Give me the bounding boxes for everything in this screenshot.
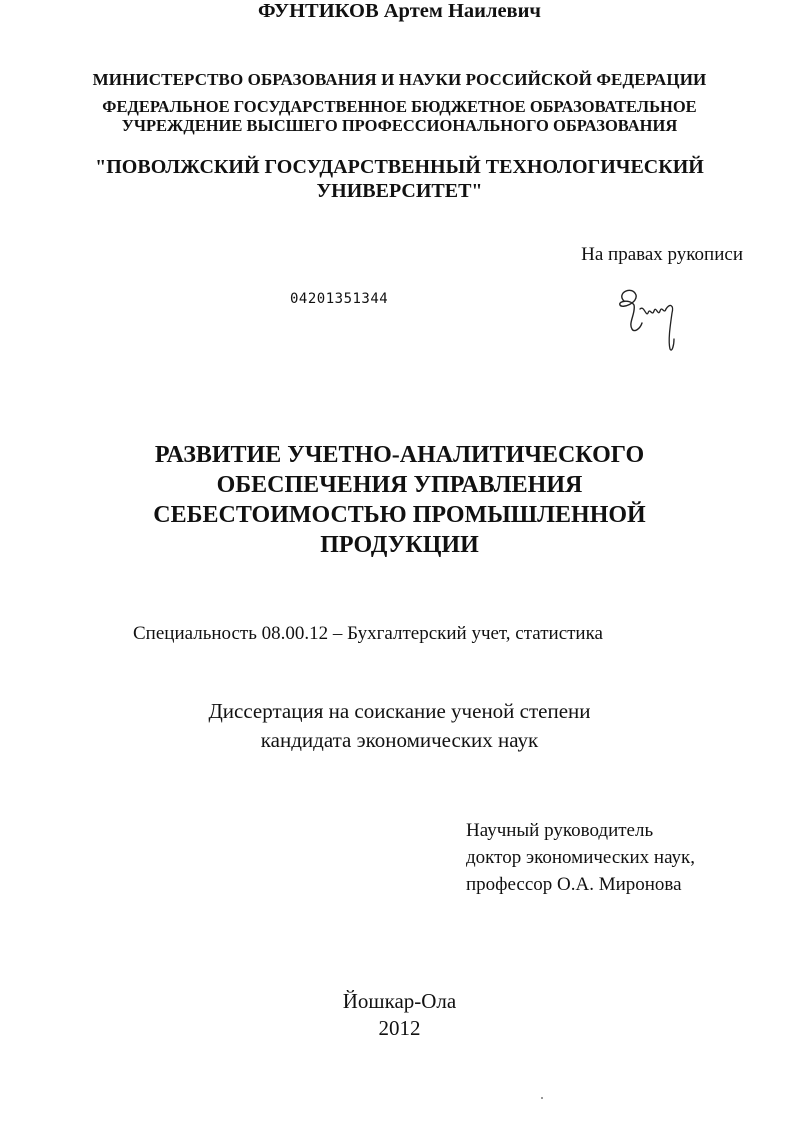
handwritten-signature-icon	[610, 283, 685, 355]
ministry-heading: МИНИСТЕРСТВО ОБРАЗОВАНИЯ И НАУКИ РОССИЙСКОЙ ФЕДЕРАЦИИ	[92, 70, 707, 89]
specialty-line: Специальность 08.00.12 – Бухгалтерский учет, статистика	[133, 623, 603, 644]
institution-line: УЧРЕЖДЕНИЕ ВЫСШЕГО ПРОФЕССИОНАЛЬНОГО ОБРАЗОВАНИЯ	[121, 116, 678, 135]
advisor-line: доктор экономических наук,	[466, 847, 696, 868]
city-year	[0, 988, 799, 1042]
advisor-line: Научный руководитель	[466, 820, 654, 841]
institution-line: ФЕДЕРАЛЬНОЕ ГОСУДАРСТВЕННОЕ БЮДЖЕТНОЕ ОБРАЗОВАТЕЛЬНОЕ	[102, 97, 697, 116]
city: Йошкар-Ола	[342, 989, 457, 1013]
university-line: УНИВЕРСИТЕТ"	[316, 180, 483, 202]
thesis-title	[0, 440, 799, 560]
thesis-title-line: ПРОДУКЦИИ	[320, 532, 479, 558]
university-name	[0, 155, 799, 203]
thesis-title-line: СЕБЕСТОИМОСТЬЮ ПРОМЫШЛЕННОЙ	[153, 502, 646, 528]
thesis-title-line: РАЗВИТИЕ УЧЕТНО-АНАЛИТИЧЕСКОГО	[154, 442, 645, 468]
manuscript-note: На правах рукописи	[581, 244, 743, 265]
document-number: 04201351344	[290, 291, 389, 307]
university-line: "ПОВОЛЖСКИЙ ГОСУДАРСТВЕННЫЙ ТЕХНОЛОГИЧЕСКИЙ	[95, 156, 704, 178]
thesis-title-line: ОБЕСПЕЧЕНИЯ УПРАВЛЕНИЯ	[216, 472, 583, 498]
scientific-advisor	[466, 817, 695, 898]
scan-speck	[541, 1097, 543, 1099]
degree-statement	[0, 697, 799, 755]
degree-line: кандидата экономических наук	[260, 728, 539, 752]
degree-line: Диссертация на соискание ученой степени	[208, 699, 591, 723]
institution-heading	[0, 97, 799, 135]
year: 2012	[378, 1016, 421, 1040]
advisor-line: профессор О.А. Миронова	[466, 874, 682, 895]
author-name: ФУНТИКОВ Артем Наилевич	[258, 0, 541, 22]
